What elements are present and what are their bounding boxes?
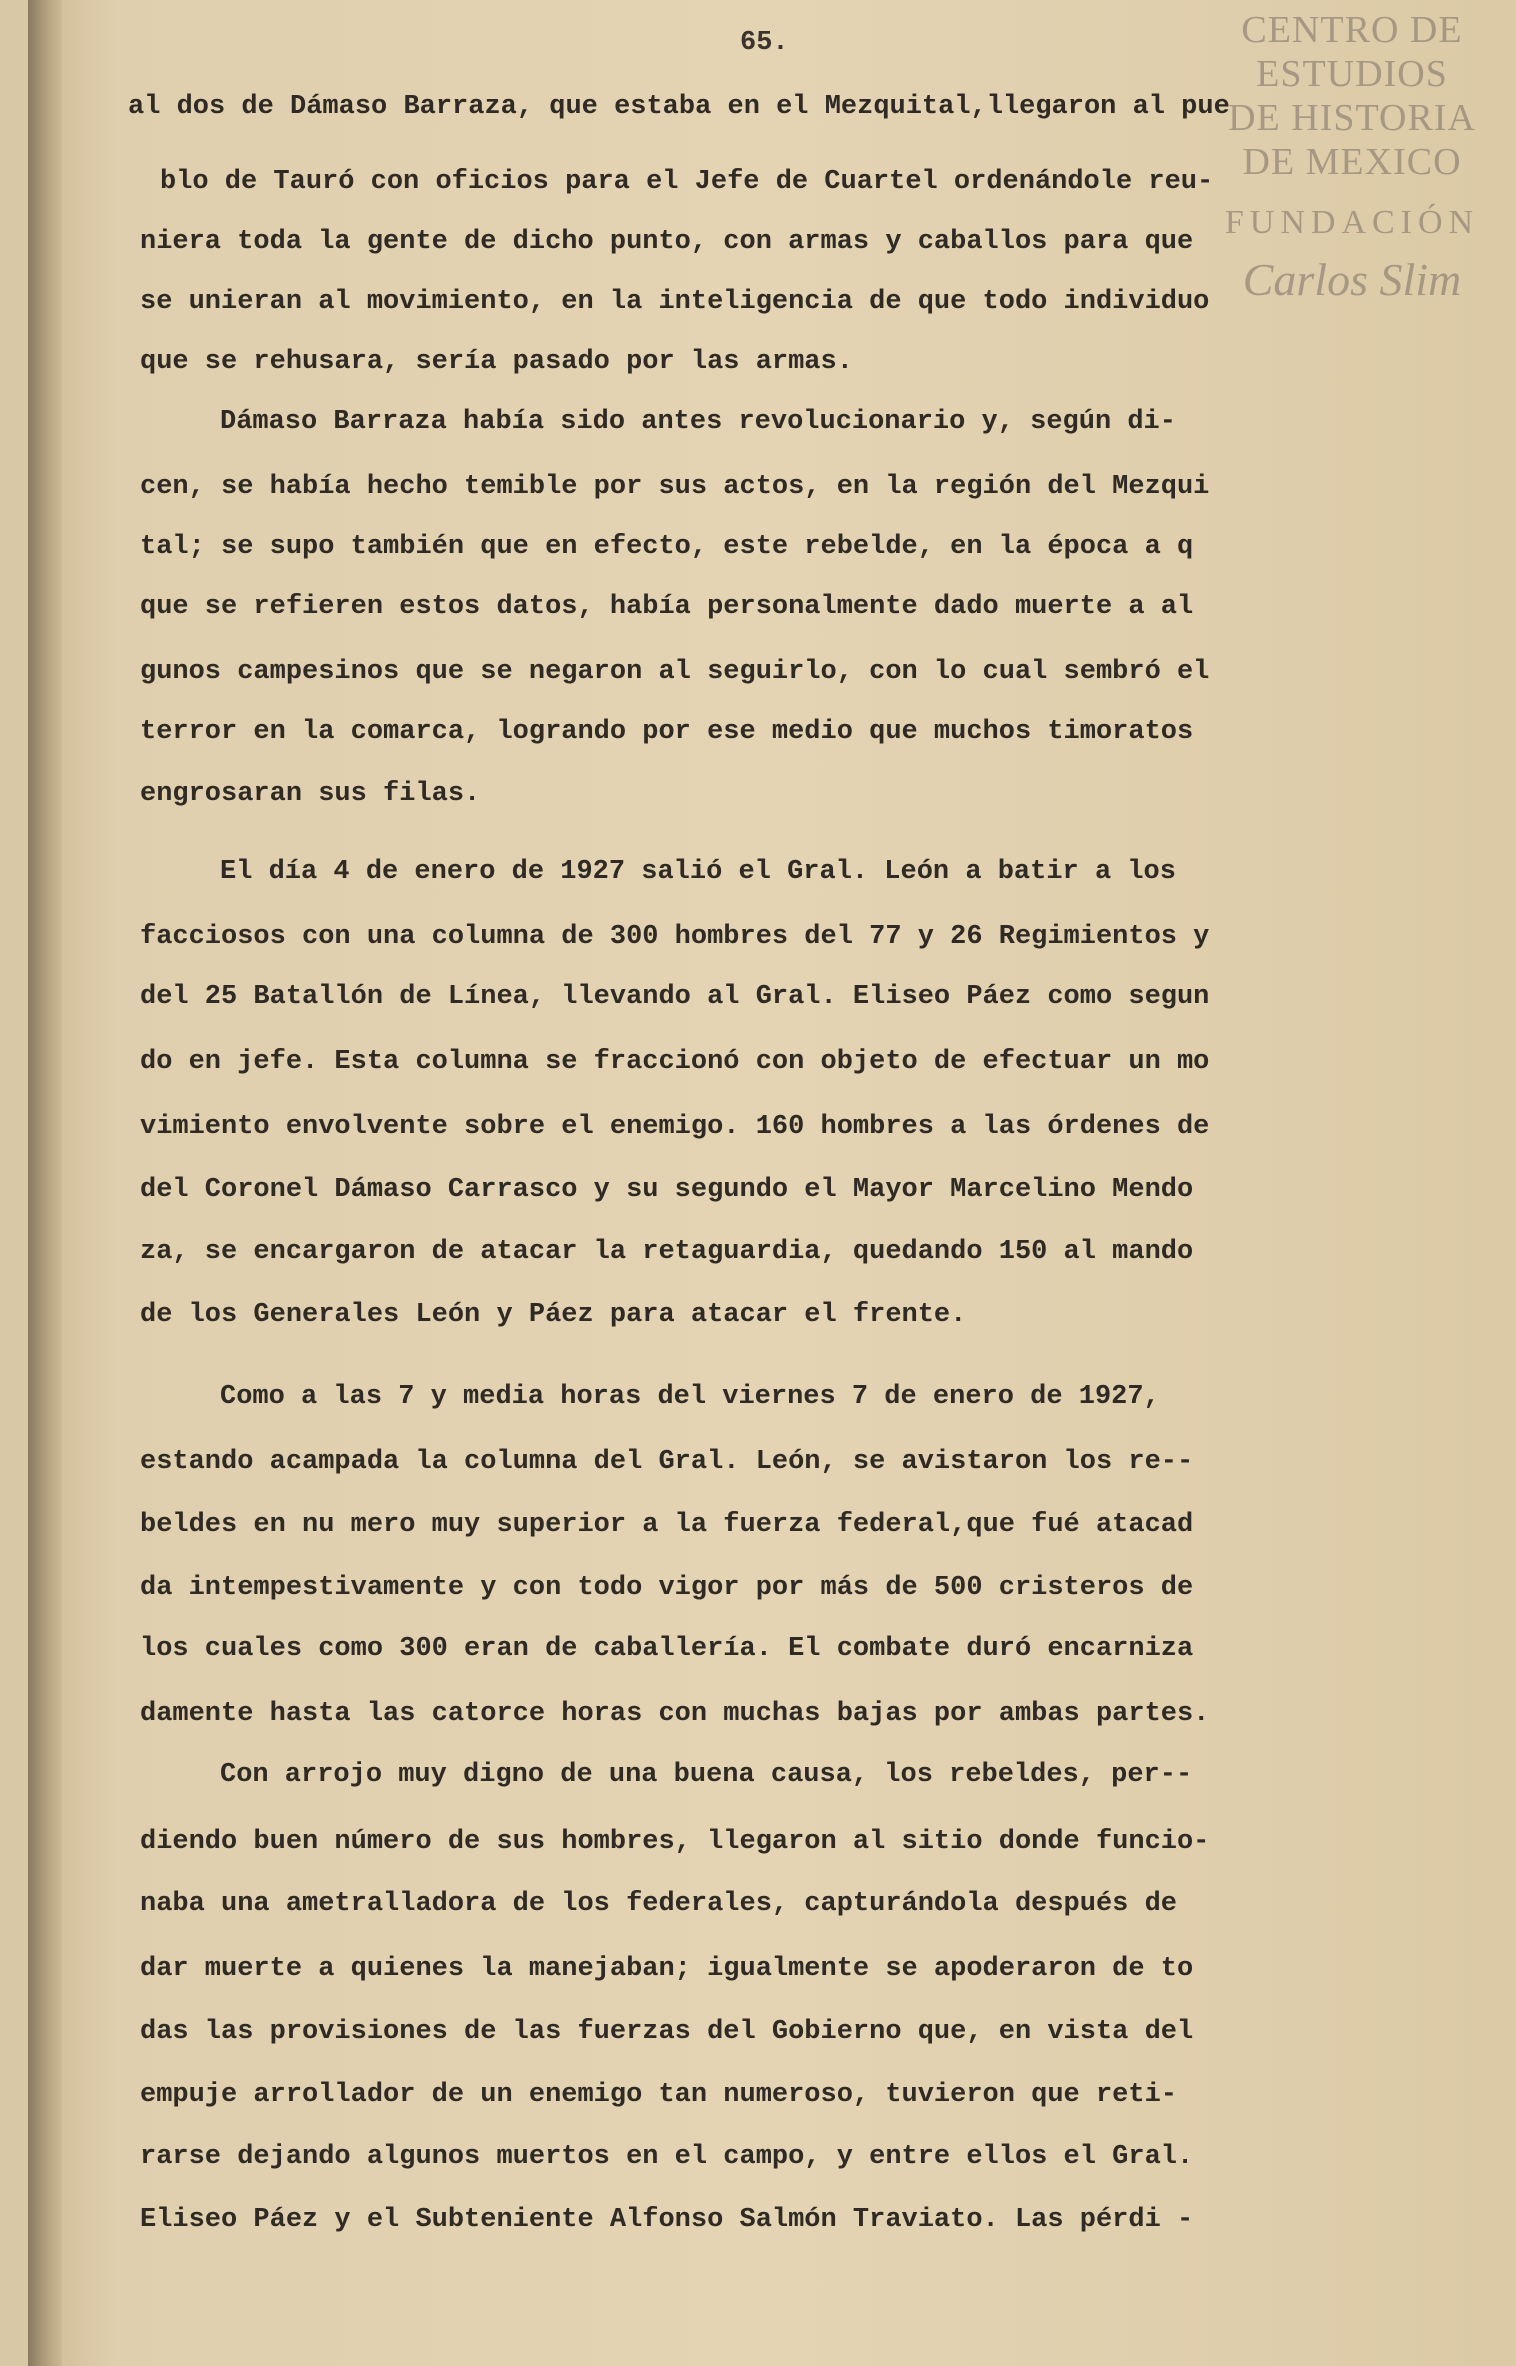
text-line: que se rehusara, sería pasado por las armas.: [140, 347, 853, 377]
text-line: facciosos con una columna de 300 hombres del 77 y 26 Regimientos y: [140, 922, 1210, 952]
text-line: gunos campesinos que se negaron al seguirlo, con lo cual sembró el: [140, 657, 1210, 687]
watermark-signature: Carlos Slim: [1242, 254, 1462, 305]
watermark-line: DE MEXICO: [1242, 141, 1462, 183]
text-line: Dámaso Barraza había sido antes revolucionario y, según di-: [220, 407, 1176, 437]
text-line: rarse dejando algunos muertos en el campo, y entre ellos el Gral.: [140, 2142, 1194, 2172]
text-line: do en jefe. Esta columna se fraccionó con objeto de efectuar un mo: [140, 1047, 1210, 1077]
text-line: engrosaran sus filas.: [140, 779, 481, 809]
text-line: za, se encargaron de atacar la retaguardia, quedando 150 al mando: [140, 1237, 1194, 1267]
text-line: beldes en nu mero muy superior a la fuerza federal,que fué atacad: [140, 1510, 1194, 1540]
text-line: del 25 Batallón de Línea, llevando al Gral. Eliseo Páez como segun: [140, 982, 1210, 1012]
text-line: diendo buen número de sus hombres, llegaron al sitio donde funcio-: [140, 1827, 1210, 1857]
text-line: cen, se había hecho temible por sus actos, en la región del Mezqui: [140, 472, 1210, 502]
text-line: al dos de Dámaso Barraza, que estaba en el Mezquital,llegaron al pue: [128, 92, 1230, 122]
text-line: los cuales como 300 eran de caballería. El combate duró encarniza: [140, 1634, 1194, 1664]
text-line: tal; se supo también que en efecto, este rebelde, en la época a q: [140, 532, 1194, 562]
text-line: Eliseo Páez y el Subteniente Alfonso Salmón Traviato. Las pérdi -: [140, 2205, 1194, 2235]
text-line: que se refieren estos datos, había personalmente dado muerte a al: [140, 592, 1194, 622]
watermark-line: CENTRO DE: [1241, 9, 1463, 51]
text-line: das las provisiones de las fuerzas del Gobierno que, en vista del: [140, 2017, 1194, 2047]
text-line: vimiento envolvente sobre el enemigo. 160 hombres a las órdenes de: [140, 1112, 1210, 1142]
text-line: empuje arrollador de un enemigo tan numeroso, tuvieron que reti-: [140, 2080, 1177, 2110]
text-line: damente hasta las catorce horas con muchas bajas por ambas partes.: [140, 1699, 1210, 1729]
text-line: da intempestivamente y con todo vigor por más de 500 cristeros de: [140, 1573, 1194, 1603]
text-line: Con arrojo muy digno de una buena causa, los rebeldes, per--: [220, 1760, 1193, 1790]
watermark-line: DE HISTORIA: [1228, 97, 1476, 139]
text-line: Como a las 7 y media horas del viernes 7 de enero de 1927,: [220, 1382, 1160, 1412]
page-number: 65.: [740, 28, 789, 58]
text-line: de los Generales León y Páez para atacar el frente.: [140, 1300, 967, 1330]
watermark-line: ESTUDIOS: [1256, 53, 1448, 95]
text-line: El día 4 de enero de 1927 salió el Gral. León a batir a los: [220, 857, 1176, 887]
text-line: blo de Tauró con oficios para el Jefe de Cuartel ordenándole reu-: [160, 167, 1214, 197]
text-line: estando acampada la columna del Gral. León, se avistaron los re--: [140, 1447, 1194, 1477]
text-line: dar muerte a quienes la manejaban; igualmente se apoderaron de to: [140, 1954, 1194, 1984]
text-line: se unieran al movimiento, en la inteligencia de que todo individuo: [140, 287, 1210, 317]
archive-watermark: [1202, 8, 1502, 308]
text-line: del Coronel Dámaso Carrasco y su segundo el Mayor Marcelino Mendo: [140, 1175, 1194, 1205]
text-line: niera toda la gente de dicho punto, con armas y caballos para que: [140, 227, 1194, 257]
text-line: naba una ametralladora de los federales, capturándola después de: [140, 1889, 1177, 1919]
watermark-fundacion: FUNDACIÓN: [1224, 204, 1480, 241]
text-line: terror en la comarca, logrando por ese medio que muchos timoratos: [140, 717, 1194, 747]
page-edge-shadow: [28, 0, 62, 2366]
